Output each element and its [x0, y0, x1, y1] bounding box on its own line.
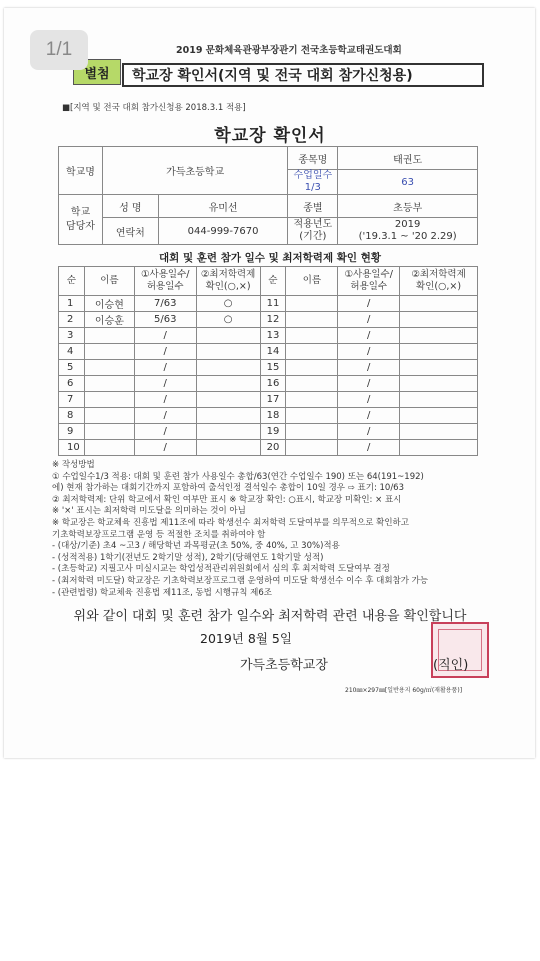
left-days-cell: / [134, 392, 196, 408]
right-days-cell: / [338, 312, 400, 328]
right-name-cell [286, 392, 338, 408]
right-name-cell [286, 408, 338, 424]
left-name-cell: 이승훈 [84, 312, 134, 328]
left-name-cell [84, 344, 134, 360]
right-name-cell [286, 312, 338, 328]
left-name-cell [84, 440, 134, 456]
header-days-2 [338, 267, 400, 296]
days-label-line2: 1/3 [304, 182, 321, 193]
header-days2-line2: 허용일수 [350, 281, 388, 292]
right-days-cell: / [338, 360, 400, 376]
training-section-title: 대회 및 훈련 참가 일수 및 최저학력제 확인 현황 [159, 252, 381, 264]
header-check2-line1: ②최저학력제 [411, 269, 466, 280]
left-days-cell: / [134, 424, 196, 440]
staff-label-line2: 담당자 [65, 220, 95, 232]
contact-label: 연락처 [102, 218, 158, 245]
instructions-notes [52, 460, 488, 599]
left-days-cell: / [134, 328, 196, 344]
header-check [196, 267, 260, 296]
right-days-cell: / [338, 328, 400, 344]
header-check-2 [400, 267, 478, 296]
left-check-cell [196, 440, 260, 456]
school-label: 학교명 [59, 147, 103, 195]
principal-name: 가득초등학교장 [240, 658, 328, 673]
note-line: ② 최저학력제: 단위 학교에서 확인 여부만 표시 ※ 학교장 확인: ○표시, 학교장 미확인: × 표시 [52, 494, 402, 505]
left-check-cell [196, 408, 260, 424]
right-name-cell [286, 328, 338, 344]
year-value [338, 218, 478, 245]
left-check-cell [196, 376, 260, 392]
info-table [58, 146, 478, 245]
right-no-cell: 15 [260, 360, 286, 376]
right-no-cell: 12 [260, 312, 286, 328]
year-label [288, 218, 338, 245]
viewer-background [0, 760, 540, 961]
right-check-cell [400, 408, 478, 424]
left-days-cell: 7/63 [134, 296, 196, 312]
left-days-cell: / [134, 360, 196, 376]
left-check-cell: ○ [196, 312, 260, 328]
table-row [59, 296, 478, 312]
right-check-cell [400, 312, 478, 328]
header-name: 이름 [84, 267, 134, 296]
table-row [59, 424, 478, 440]
right-check-cell [400, 344, 478, 360]
attachment-tag: 별첨 [73, 59, 121, 85]
table-row [59, 312, 478, 328]
table-row [59, 344, 478, 360]
note-line: - (성적적용) 1학기(전년도 2학기말 성적), 2학기(당해연도 1학기말 성적) [52, 552, 324, 563]
document-title: 학교장 확인서(지역 및 전국 대회 참가신청용) [122, 63, 484, 87]
days-label-line1: 수업일수 [293, 170, 333, 181]
name-value: 유미선 [158, 195, 288, 218]
event-value: 태권도 [338, 147, 478, 170]
header-name-2: 이름 [286, 267, 338, 296]
name-label: 성 명 [102, 195, 158, 218]
header-days2-line1: ①사용일수/ [344, 269, 393, 280]
right-check-cell [400, 296, 478, 312]
right-name-cell [286, 296, 338, 312]
right-name-cell [286, 440, 338, 456]
left-check-cell [196, 424, 260, 440]
page-indicator: 1/1 [30, 30, 88, 70]
document-date: 2019년 8월 5일 [200, 631, 292, 646]
header-check-line2: 확인(○,×) [205, 281, 251, 292]
days-label [288, 170, 338, 195]
right-no-cell: 14 [260, 344, 286, 360]
left-check-cell [196, 344, 260, 360]
confirmation-statement: 위와 같이 대회 및 훈련 참가 일수와 최저학력 관련 내용을 확인합니다 [73, 609, 467, 624]
left-name-cell [84, 360, 134, 376]
note-line: ※ '×' 표시는 최저학력 미도달을 의미하는 것이 아님 [52, 506, 246, 517]
note-line: ① 수업일수1/3 적용: 대회 및 훈련 참가 사용일수 총합/63(연간 수업일수 190) 또는 64(191~192) [52, 471, 424, 482]
right-no-cell: 19 [260, 424, 286, 440]
right-name-cell [286, 344, 338, 360]
left-no-cell: 6 [59, 376, 85, 392]
division-label: 종별 [288, 195, 338, 218]
right-check-cell [400, 424, 478, 440]
event-title: 2019 문화체육관광부장관기 전국초등학교태권도대회 [176, 45, 402, 56]
header-check2-line2: 확인(○,×) [416, 281, 462, 292]
left-no-cell: 1 [59, 296, 85, 312]
year-value-line1: 2019 [394, 219, 421, 230]
left-no-cell: 9 [59, 424, 85, 440]
right-no-cell: 18 [260, 408, 286, 424]
left-name-cell [84, 424, 134, 440]
table-row [59, 376, 478, 392]
form-note: ■[지역 및 전국 대회 참가신청용 2018.3.1 적용] [62, 103, 246, 113]
right-name-cell [286, 424, 338, 440]
right-no-cell: 17 [260, 392, 286, 408]
left-name-cell [84, 328, 134, 344]
note-line: 기초학력보장프로그램 운영 등 적절한 조치를 취하여야 함 [52, 529, 266, 540]
right-days-cell: / [338, 376, 400, 392]
note-line: - (대상/기준) 초4 ~고3 / 해당학년 과목평균(초 50%, 중 40%, 고 30%)적용 [52, 541, 340, 552]
right-check-cell [400, 440, 478, 456]
right-check-cell [400, 376, 478, 392]
right-no-cell: 11 [260, 296, 286, 312]
table-row [59, 392, 478, 408]
header-no-2: 순 [260, 267, 286, 296]
header-no: 순 [59, 267, 85, 296]
right-no-cell: 16 [260, 376, 286, 392]
header-days [134, 267, 196, 296]
left-no-cell: 3 [59, 328, 85, 344]
left-days-cell: 5/63 [134, 312, 196, 328]
note-line: ※ 작성방법 [52, 460, 95, 470]
right-days-cell: / [338, 408, 400, 424]
year-label-line1: 적용년도 [293, 219, 333, 230]
right-days-cell: / [338, 296, 400, 312]
right-days-cell: / [338, 344, 400, 360]
table-row [59, 408, 478, 424]
division-value: 초등부 [338, 195, 478, 218]
left-days-cell: / [134, 344, 196, 360]
left-check-cell [196, 392, 260, 408]
main-title: 학교장 확인서 [214, 126, 326, 146]
staff-label [59, 195, 103, 245]
left-name-cell [84, 392, 134, 408]
left-days-cell: / [134, 440, 196, 456]
header-check-line1: ②최저학력제 [200, 269, 256, 280]
right-name-cell [286, 360, 338, 376]
header-days-line2: 허용일수 [146, 281, 184, 292]
left-days-cell: / [134, 376, 196, 392]
left-days-cell: / [134, 408, 196, 424]
note-line: 에) 현재 참가하는 대회기간까지 포함하여 출석인정 결석일수 총합이 10일 경우 ⇨ 표기: 10/63 [52, 483, 405, 494]
seal-label: (직인) [433, 658, 469, 673]
contact-value: 044-999-7670 [158, 218, 288, 245]
right-check-cell [400, 328, 478, 344]
left-no-cell: 8 [59, 408, 85, 424]
left-no-cell: 10 [59, 440, 85, 456]
year-label-line2: (기간) [299, 231, 327, 242]
header-days-line1: ①사용일수/ [141, 269, 190, 280]
note-line: - (관련법령) 학교체육 진흥법 제11조, 동법 시행규칙 제6조 [52, 587, 272, 598]
year-value-line2: ('19.3.1 ~ '20 2.29) [358, 231, 457, 242]
table-row [59, 328, 478, 344]
right-check-cell [400, 392, 478, 408]
right-days-cell: / [338, 392, 400, 408]
note-line: - (최저학력 미도달) 학교장은 기초학력보장프로그램 운영하여 미도달 학생선수 이수 후 대회참가 가능 [52, 575, 429, 586]
note-line: - (초등학교) 지필고사 미실시교는 학업성적관리위원회에서 심의 후 최저학력 도달여부 결정 [52, 564, 390, 575]
paper-spec: 210㎜×297㎜[일반용지 60g/㎡(재활용품)] [345, 687, 463, 694]
training-table [58, 266, 478, 456]
right-days-cell: / [338, 440, 400, 456]
left-no-cell: 2 [59, 312, 85, 328]
right-check-cell [400, 360, 478, 376]
school-value: 가득초등학교 [102, 147, 288, 195]
left-name-cell [84, 408, 134, 424]
left-check-cell [196, 360, 260, 376]
event-label: 종목명 [288, 147, 338, 170]
left-check-cell [196, 328, 260, 344]
days-value: 63 [338, 170, 478, 195]
left-no-cell: 5 [59, 360, 85, 376]
right-no-cell: 13 [260, 328, 286, 344]
left-no-cell: 4 [59, 344, 85, 360]
right-days-cell: / [338, 424, 400, 440]
staff-label-line1: 학교 [70, 206, 91, 218]
table-row [59, 360, 478, 376]
left-no-cell: 7 [59, 392, 85, 408]
left-check-cell: ○ [196, 296, 260, 312]
left-name-cell: 이승현 [84, 296, 134, 312]
left-name-cell [84, 376, 134, 392]
right-no-cell: 20 [260, 440, 286, 456]
note-line: ※ 학교장은 학교체육 진흥법 제11조에 따라 학생선수 최저학력 도달여부를 의무적으로 확인하고 [52, 517, 409, 528]
right-name-cell [286, 376, 338, 392]
table-row [59, 440, 478, 456]
